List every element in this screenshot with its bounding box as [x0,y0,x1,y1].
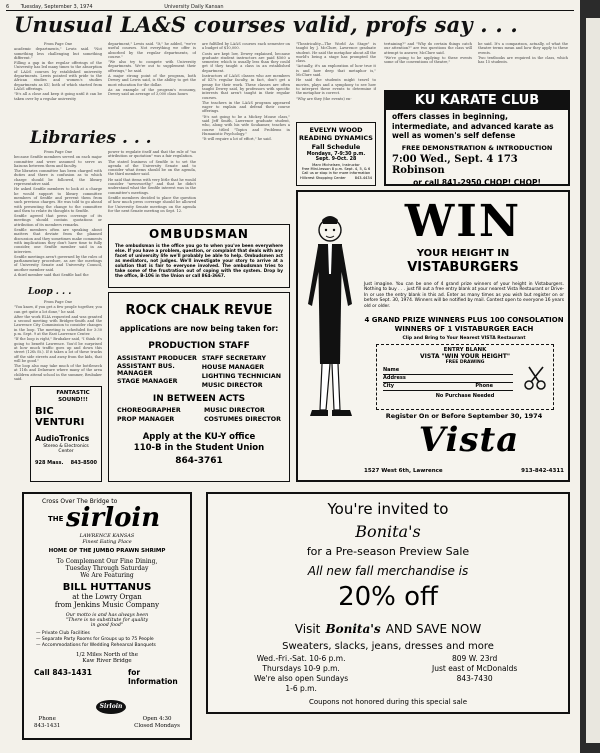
position-label: HOUSE MANAGER [201,364,265,371]
article-text: "It will require a lot of effort," he said. [202,137,272,142]
article-text: department," Lewis said. "It," he added, "we're useful courses. Not everything we offer is absorbed by the regular departments, of course." [108,42,196,59]
venturi-name-2: VENTURI [35,417,85,428]
bonita-visit-name: Bonita's [325,622,381,636]
evelyn-footer [300,176,372,180]
sirloin-fine: Finest Eating Place [82,539,132,545]
evelyn-location: Hillcrest Shopping Center [300,176,346,180]
vista-register: Register On or Before September 30, 1974 [385,412,543,420]
vista-address: 1527 West 6th, Lawrence [364,468,443,474]
sirloin-call: Call 843-1431 [34,668,92,677]
entry-fields [383,367,513,391]
article-text: As an example of the program's economy, Dewey said an average of 3,000 class hours [108,87,196,97]
feature-item: — Separate Party Rooms for Groups up to 75 People [36,637,154,642]
field-label: Name [383,367,400,373]
article-column-6 [478,42,568,82]
karate-club-ad [384,90,570,186]
article-text: From Page One [43,300,73,304]
article-text: he said. It's a comparison, actually, of what the theatre terms mean and how they apply to these events. [478,42,568,55]
bic-venturi-ad [30,386,102,482]
entry-blank-title: ENTRY BLANK [443,347,487,353]
bonita-hours-line: 1-6 p.m. [285,684,317,693]
sirloin-call-row [24,666,190,686]
article-text: tertaining?" and "Why do certain things catch our attention?" are two questions the class will attempt to answer, McClure said. [384,42,472,55]
top-rule [6,10,574,11]
acts-right [204,406,281,424]
no-purchase: No Purchase Needed [435,393,495,399]
tall-man-illustration [304,214,356,424]
evelyn-title-2: READING DYNAMICS [299,134,373,142]
evelyn-title-1: EVELYN WOOD [309,126,363,134]
vista-ad [296,190,570,482]
sirloin-at-2: from Jenkins Music Company [54,601,160,609]
acts-header: IN BETWEEN ACTS [152,394,246,404]
field-label: Phone [475,383,493,389]
venturi-tagline: FANTASTIC SOUND!!! [56,390,90,403]
position-label: ASSISTANT PRODUCER [117,355,197,362]
karate-demo: FREE DEMONSTRATION & INTRODUCTION [401,143,553,152]
sirloin-logo-block [24,505,190,533]
evelyn-free: Free Mini-lesson 8 p.m. Sept. 4, 5, & 6 [301,167,371,171]
article-text: The loop also may take much of the bottleneck at 11th and Delaware where many of the area children attend school in the summer, Brubaker said. [14,364,102,382]
libraries-headline: Libraries . . . [30,128,152,148]
sirloin-ad [22,492,192,740]
article-column-1 [14,42,102,132]
position-label: COSTUMES DIRECTOR [203,416,281,423]
sirloin-compl-2: Tuesday Through Saturday [65,565,149,572]
position-label: LIGHTING TECHNICIAN [201,373,281,380]
article-text: From Page One [43,42,73,46]
sirloin-badge [96,700,126,714]
acts-left [117,406,181,424]
ombudsman-title: OMBUDSMAN [149,227,249,241]
sirloin-badge-text: Sirloin [99,703,123,710]
sirloin-closed: Closed Mondays [134,722,180,729]
sirloin-at-1: at the Lowry Organ [72,593,142,601]
evelyn-start: Sept. 9-Oct. 28 [315,157,357,162]
article-text: "We also try to compete with University departments. We're out to supplement their offerings," he said. [108,60,196,73]
sirloin-home: HOME OF THE JUMBO PRAWN SHRIMP [48,548,166,554]
evelyn-phone: 843-4434 [354,176,372,180]
article-text: A major strong point of the program, both Dewey and Lewis said, is the ability to get the most education for the dollar. [108,74,196,87]
sirloin-hours: Open 4:30 [142,716,172,722]
production-left [117,354,197,390]
article-column-3 [202,42,290,222]
bonita-for: for a Pre-season Preview Sale [306,545,470,558]
karate-when: 7:00 Wed., Sept. 4 173 Robinson [392,153,518,176]
article-text: "It's all a close and keep it going until it can be taken over by a regular university [14,92,102,101]
karate-body: offers classes in beginning, intermediate, and advanced karate as well as women's self defense [392,112,554,140]
article-text: Filling a gap in the regular offerings of the University has led many times to the absorption of LA&S courses by established university departments. Lewis pointed with pride to the African studies and women's studies departments as KU, both of which started from LA&S offerings. [14,61,102,91]
article-text: From Page One [43,150,73,154]
entry-field-name[interactable] [383,367,513,375]
bonita-address-line: 809 W. 23rd [452,654,498,663]
position-label: STAGE MANAGER [117,378,178,385]
vista-line-2: VISTABURGERS [407,260,519,275]
entry-field-address[interactable] [383,375,513,383]
bonita-hours-line: Wed.-Fri.-Sat. 10-6 p.m. [256,654,346,663]
ombudsman-body: The ombudsman is the office you go to when you've been everywhere else. If you have a problem, question, or complaint that deals with any facet of university life we'll probably be able to help. Ombudsmen act as mediators, not judges. We'll investigate your story to arrive at a solution that is fair to everyone involved. The ombudsman tries to take some of the frustration out of coping with the system. Drop by the office, B-106 in the Union or call 864-3667. [115,243,283,278]
article-text: are fulfilled by LA&S courses each semester on a budget of $10,000. [202,42,290,51]
article-column-4 [296,42,376,120]
libraries-column-2 [108,150,196,230]
vista-footer [364,468,564,474]
article-text: The teachers in the LA&S program appeared eager to explain and defend their course offerings. [202,100,290,114]
vista-phone: 913-842-4311 [521,468,564,474]
sirloin-compl-1: To Complement Our Fine Dining, [56,558,158,565]
vista-logo: Vista [418,420,520,460]
production-list [117,354,281,390]
sirloin-city: LAWRENCE KANSAS [79,533,135,539]
bonitas-ad [206,492,570,714]
sirloin-info: for Information [128,668,178,686]
position-label: ASSISTANT BUS. MANAGER [117,363,175,377]
sirloin-compl-3: We Are Featuring [80,572,134,579]
bonita-visit [208,618,568,637]
article-text: "We're going to be applying to these events some of the conventions of theatre," [384,55,472,65]
sirloin-name: sirloin [66,503,161,533]
article-column-5 [384,42,472,82]
field-label: City [383,383,395,389]
bonita-visit-post: AND SAVE NOW [385,622,482,636]
sirloin-phone: 843-1431 [34,722,61,729]
libraries-column-1 [14,150,102,290]
article-text: Senfile members often are speaking about matters that deviate from the planned discussion and they sometimes make comments with implications they don't have time to fully consider, one Senfile member said in an interview. [14,228,102,254]
bonita-hours [254,654,348,694]
bonita-coupon: Coupons not honored during this special sale [308,698,468,706]
vista-win: WIN [404,196,522,247]
acts-list [117,406,281,424]
venturi-address: 928 Mass. [35,460,64,466]
revue-subtitle: applications are now being taken for: [119,324,279,333]
feature-item: — Accommodations for Wedding Rehearsal Banquets [36,643,156,648]
feature-item: — Private Club Facilities [36,631,90,636]
evelyn-days: Mondays, 7-9:30 p.m. [306,152,366,157]
venturi-phone: 843-8500 [70,460,97,466]
vista-prize: 4 GRAND PRIZE WINNERS PLUS 100 CONSOLATION WINNERS OF 1 VISTABURGER EACH [364,316,564,333]
venturi-store-sub: Stereo & Electronics Center [43,444,89,454]
paper-name: University Daily Kansan [164,4,224,10]
revue-title: ROCK CHALK REVUE [125,303,273,318]
revue-phone: 864-3761 [175,456,223,466]
production-header: PRODUCTION STAFF [148,341,250,351]
bonita-invited: You're invited to [327,500,449,518]
loop-column [14,300,102,400]
article-text: because Senfile members served on each major committee and were assumed to serve as liaisons between them and faculty. [14,155,102,168]
article-text: He asked Senfile members to look at a charge he would support to library committee members of Senfile and prevent them from such previous charges. He was told to go ahead with presenting the change to the committee and then to relate its thoughts to Senfile. [14,187,102,213]
bonita-hours-line: We're also open Sundays [254,674,349,683]
article-text: Costs are kept low, Dewey explained, because graduate student instructors are paid $560 a semester, which is usually less than they could get if they taught a class in an established department. [202,51,290,73]
ombudsman-ad [108,224,290,288]
article-text: After the work ELIA requested and was granted a second meeting with Bridges-Smith and the Lawrence City Commission to consider changes in the loop. The meeting is scheduled for 3:30 p.m. Sept. 9 at the East Lawrence Center. [14,314,102,337]
apply-line-1: Apply at the KU-Y office [142,432,256,442]
bonita-address-line: Just east of McDonalds [432,664,518,673]
position-label: MUSIC DIRECTOR [201,382,263,389]
position-label: STAFF SECRETARY [201,355,267,362]
evelyn-wood-ad [296,122,376,186]
bonita-address-line: 843-7430 [456,674,493,683]
page-number: 6 [6,4,10,10]
sirloin-motto-2: "There is no substitute for quality [65,618,149,623]
sirloin-performer: BILL HUTTANUS [62,582,152,593]
venturi-name-1: BIC [35,406,54,417]
sirloin-phone-block [34,716,60,729]
sirloin-motto-1: Our motto is and has always been [65,613,149,618]
position-label: MUSIC DIRECTOR [203,407,265,414]
article-text: "You know, if you get a few people together, you can get quite a lot done," he said. [14,305,102,314]
article-text: Senfile agreed that press coverage of its meetings should contain quotations or attribution of its members remarks. [14,214,102,227]
venturi-footer [35,460,97,466]
venturi-store: AudioTronics [35,434,90,443]
article-text: academic departments," Lewis said. "Not something less challenging but something different." [14,47,102,60]
bonita-address [432,654,517,684]
entry-field-city-phone[interactable] [383,383,513,391]
bonita-name: Bonita's [355,522,421,541]
article-text: "Why are they (the events) en- [296,96,352,101]
article-text: He said that items with very little that he would consider "newsworthy," and that he didn't understand what the Senfile interest was in the committee's meetings. [108,177,196,195]
article-text: The libraries committee has been charged with duties and there is confusion as to which charge should be followed, the library representative said. [14,169,102,187]
article-text: The stated business of Senfile is to set the agenda of the University Senate and to consider what items should be on the agenda, the third member said. [108,159,196,177]
evelyn-callus: Call us or stop in for more information [301,171,371,175]
article-text: "If the loop is right," Brubaker said, "I think it's going to benefit Lawrence. You'd be surprised at how much traffic goes up and down this street (12th St.). If it takes a lot of these trucks off the side streets and away from the kids, that will be good." [14,337,102,363]
article-text: Two textbooks are required in the class, which has 15 students. [478,55,568,65]
evelyn-schedule: Fall Schedule [311,143,361,151]
article-text: He said the students might travel to movies, plays and a symphony to see how to interpret these events to determine if the metaphor is correct. [296,78,376,96]
article-text: Senfile members decided to place the question of how much press coverage should be allowed for University Senate meetings on the agenda for the next Senate meeting on Sept. 12. [108,195,196,213]
article-text: Senfile meetings aren't governed by the rules of parliamentary procedure, as are the meetings of University Senate and University Council, another member said. [14,254,102,272]
vista-clip: Clip and Bring to Your Nearest VISTA Restaurant [402,336,526,341]
article-text: power to regulate itself and that the rule of "no attribution or quotation" was a fair regulation. [108,150,196,159]
field-label: Address [383,375,406,381]
bonita-hours-line: Thursdays 10-9 p.m. [262,664,340,673]
apply-line-2: 110-B in the Student Union [133,443,265,453]
evelyn-teacher: Marv Michelsen, Instructor [312,163,360,167]
vista-line-1: YOUR HEIGHT IN [416,248,510,259]
bonita-visit-pre: Visit [294,622,321,636]
main-headline: Unusual LA&S courses valid, profs say . . . [14,12,518,37]
bonita-items: Sweaters, slacks, jeans, dresses and more [282,641,494,652]
bonita-allnew: All new fall merchandise is [307,564,469,578]
article-text: Instructors of LA&S classes who are members of KU's regular faculty, in fact, don't get a penny for their work. These classes are often taught Dewey said, by professors with specific interests that aren't taught in their regular courses. [202,74,290,100]
entry-blank-draw: FREE DRAWING [445,360,485,365]
position-label: CHOREOGRAPHER [117,407,181,414]
sirloin-motto-3: in good food" [90,623,124,628]
production-right [202,354,281,390]
sirloin-directions-1: 1/2 Miles North of the [76,652,138,658]
position-label: PROP MANAGER [117,416,175,423]
adjacent-page-strip [586,18,600,743]
sirloin-features [36,631,190,649]
article-text: "Actually, it's an exploration of how true it is and how deep that metaphor is," McClure said. [296,64,376,78]
article-text: "It's not going to be a Mickey Mouse class," said Jeff Smith, Lawrence graduate student, who, along with his wife Souhamer, teaches a course titled "Topics and Problems in Humanistic Psychology." [202,114,290,136]
article-text: "Theatricality—The World As Stage" is taught by J. McClure, Lawrence graduate student. He said the metaphor about all the world's being a stage has prompted the class. [296,42,376,64]
karate-call: or call 841-2950 CHOP! CHOP! [413,177,541,186]
sirloin-the: THE [48,515,64,523]
sirloin-phone-label: Phone [38,716,56,722]
sirloin-top: Cross Over The Bridge to [42,498,118,505]
entry-blank-subtitle: VISTA "WIN YOUR HEIGHT" [420,353,510,360]
vista-body: Just imagine. You can be one of 4 grand prize winners of your height in Vistaburgers. Nothing to buy . . . just fill out a free entry blank at your nearest Vista Restaurant or Drive-In or use the entry blank in this ad. Enter as many times as you wish but register on or before Sept. 30, 1974. Winners will be notified by mail. Contest open to everyone 16 years old or older. [364,282,565,309]
page-date: Tuesday, September 3, 1974 [20,4,93,10]
loop-headline: Loop . . . [28,287,72,297]
vista-entry-blank [376,344,554,410]
bonita-discount: 20% off [338,582,438,612]
scissors-icon [523,365,549,391]
article-column-2 [108,42,196,132]
rock-chalk-revue-ad [108,292,290,482]
sirloin-hours-block [134,716,180,729]
sirloin-directions-2: Kaw River Bridge [82,658,132,664]
karate-title: KU KARATE CLUB [386,92,568,110]
article-text: A third member said that Senfile had the [14,273,89,278]
